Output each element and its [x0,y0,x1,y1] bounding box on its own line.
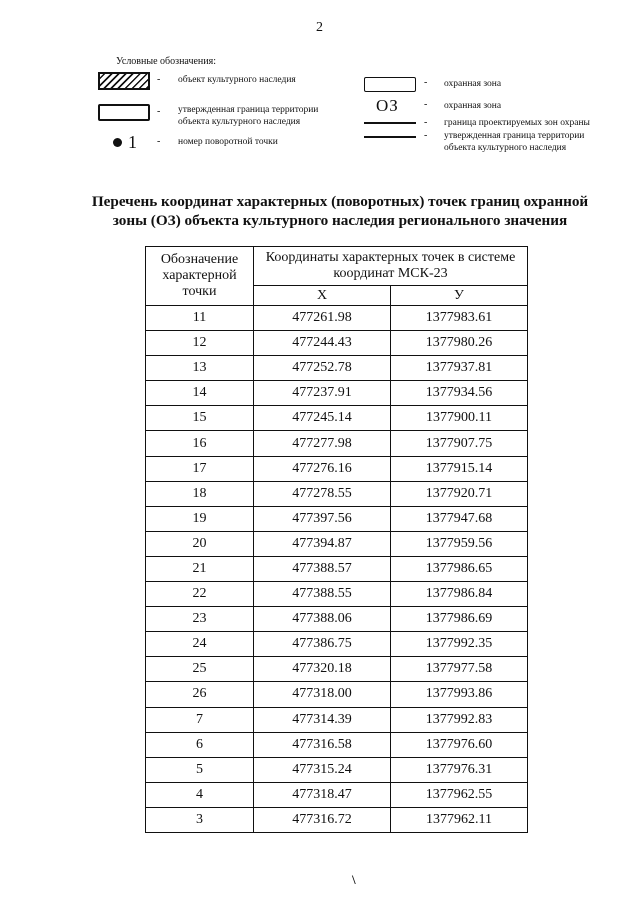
cell-point: 25 [146,657,254,682]
table-row [146,782,528,807]
heading-line: зоны (ОЗ) объекта культурного наследия регионального значения [112,212,568,229]
table-row [146,331,528,356]
bold-border-box-icon [98,104,150,121]
cell-y: 1377959.56 [391,531,528,556]
cell-x: 477316.58 [254,732,391,757]
page-number: 2 [316,20,323,35]
cell-y: 1377986.65 [391,556,528,581]
column-header-line: Координаты характерных точек в системе [265,250,516,265]
cell-point: 4 [146,782,254,807]
cell-x: 477244.43 [254,331,391,356]
point-number-sample: 1 [128,132,137,152]
cell-x: 477316.72 [254,807,391,832]
cell-y: 1377937.81 [391,356,528,381]
cell-point: 12 [146,331,254,356]
column-header-line: характерной [162,268,237,283]
cell-x: 477320.18 [254,657,391,682]
legend-text-heritage-object: объект культурного наследия [178,75,296,85]
bottom-mark: \ [352,872,356,887]
cell-x: 477245.14 [254,406,391,431]
cell-x: 477388.57 [254,556,391,581]
cell-point: 17 [146,456,254,481]
coordinates-table [145,246,528,833]
cell-point: 11 [146,306,254,331]
table-row [146,356,528,381]
table-row [146,456,528,481]
legend-text-turning-point: номер поворотной точки [178,137,278,147]
cell-x: 477252.78 [254,356,391,381]
cell-y: 1377992.35 [391,632,528,657]
cell-x: 477277.98 [254,431,391,456]
cell-y: 1377992.83 [391,707,528,732]
legend-text-oz: охранная зона [444,101,502,111]
legend-dash: - [424,77,428,88]
cell-y: 1377980.26 [391,331,528,356]
cell-y: 1377907.75 [391,431,528,456]
table-row [146,607,528,632]
column-header-coordinates [254,247,528,286]
table-row [146,506,528,531]
cell-y: 1377986.69 [391,607,528,632]
cell-point: 5 [146,757,254,782]
table-row [146,381,528,406]
oz-label-sample: ОЗ [376,96,399,115]
column-header-line: точки [182,284,217,299]
legend-title: Условные обозначения: [116,56,217,67]
table-row [146,682,528,707]
cell-y: 1377986.84 [391,582,528,607]
cell-y: 1377976.60 [391,732,528,757]
table-row [146,431,528,456]
legend-dash: - [424,117,428,128]
cell-y: 1377993.86 [391,682,528,707]
cell-point: 18 [146,481,254,506]
cell-y: 1377962.11 [391,807,528,832]
table-row [146,732,528,757]
legend-text-approved-territory-1: утвержденная граница территории [444,131,585,141]
cell-x: 477397.56 [254,506,391,531]
legend-text-approved-territory-2: объекта культурного наследия [444,143,567,153]
cell-y: 1377920.71 [391,481,528,506]
cell-point: 16 [146,431,254,456]
legend-text-approved-boundary-2: объекта культурного наследия [178,117,301,127]
column-header-point [146,247,254,306]
cell-x: 477388.06 [254,607,391,632]
table-row [146,632,528,657]
table-row [146,406,528,431]
cell-y: 1377900.11 [391,406,528,431]
cell-y: 1377962.55 [391,782,528,807]
cell-x: 477276.16 [254,456,391,481]
cell-x: 477237.91 [254,381,391,406]
legend-dash: - [157,74,161,85]
legend-dash: - [157,136,161,147]
cell-x: 477318.47 [254,782,391,807]
legend-text-projected-boundary: граница проектируемых зон охраны [444,118,590,128]
cell-point: 21 [146,556,254,581]
legend-dash: - [424,130,428,141]
document-heading [80,192,600,230]
hatched-box-icon [98,72,150,90]
cell-x: 477261.98 [254,306,391,331]
cell-point: 6 [146,732,254,757]
table-row [146,556,528,581]
legend-text-protection-zone: охранная зона [444,79,502,89]
table-row [146,582,528,607]
column-header-line: координат МСК-23 [333,266,448,281]
cell-point: 3 [146,807,254,832]
cell-x: 477394.87 [254,531,391,556]
cell-y: 1377947.68 [391,506,528,531]
table-row [146,306,528,331]
legend-dash: - [424,99,428,110]
column-header-line: Обозначение [160,252,239,267]
table-body [146,306,528,833]
column-header-x: Х [254,286,391,306]
table-row [146,757,528,782]
line-projected-zone-icon [364,122,416,124]
cell-point: 19 [146,506,254,531]
cell-point: 24 [146,632,254,657]
heading-line: Перечень координат характерных (поворотных) точек границ охранной [91,193,589,210]
cell-y: 1377915.14 [391,456,528,481]
thin-border-box-icon [364,77,416,92]
cell-point: 13 [146,356,254,381]
cell-y: 1377976.31 [391,757,528,782]
cell-x: 477278.55 [254,481,391,506]
table-row [146,657,528,682]
cell-x: 477386.75 [254,632,391,657]
table-row [146,807,528,832]
cell-point: 22 [146,582,254,607]
table-row [146,707,528,732]
cell-point: 15 [146,406,254,431]
cell-point: 26 [146,682,254,707]
table-row [146,531,528,556]
cell-point: 23 [146,607,254,632]
cell-y: 1377983.61 [391,306,528,331]
cell-point: 20 [146,531,254,556]
table-row [146,481,528,506]
cell-point: 7 [146,707,254,732]
cell-x: 477388.55 [254,582,391,607]
cell-y: 1377934.56 [391,381,528,406]
cell-y: 1377977.58 [391,657,528,682]
cell-point: 14 [146,381,254,406]
cell-x: 477315.24 [254,757,391,782]
column-header-y: У [391,286,528,306]
point-dot-icon [113,138,122,147]
cell-x: 477318.00 [254,682,391,707]
legend-dash: - [157,106,161,117]
legend-text-approved-boundary-1: утвержденная граница территории [178,105,319,115]
cell-x: 477314.39 [254,707,391,732]
line-approved-boundary-icon [364,136,416,138]
